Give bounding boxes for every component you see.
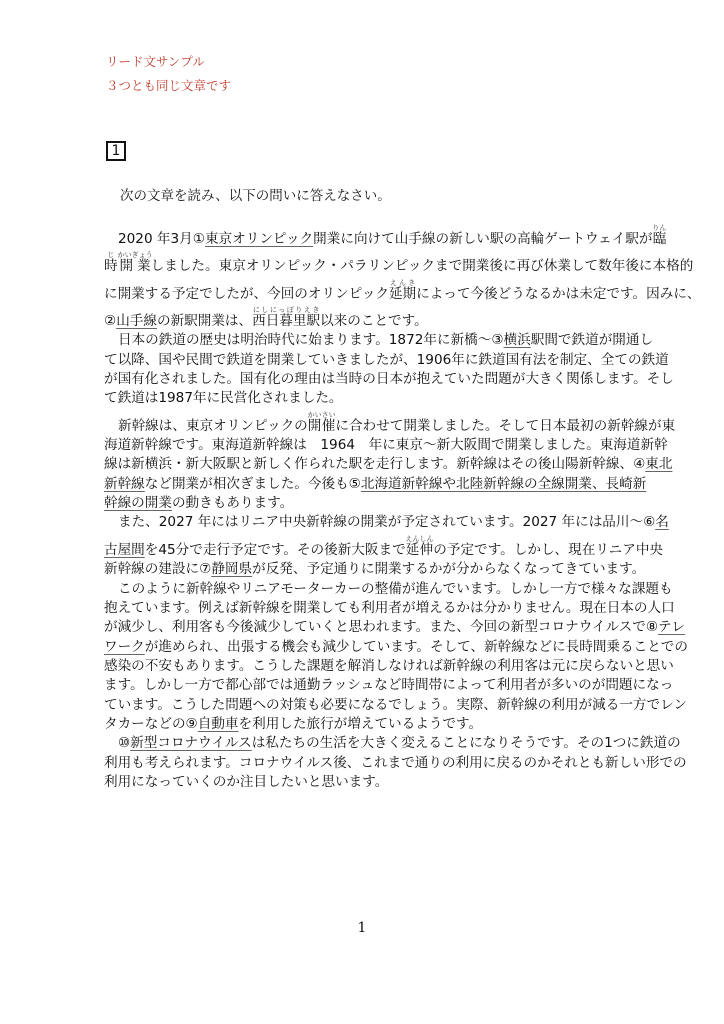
passage-line <box>104 657 674 676</box>
text-segment: 2020 年3月① <box>118 231 205 247</box>
underlined-term: テレ <box>658 619 685 636</box>
text-segment: に合わせて開業しました。そして日本最初の新幹線が東 <box>335 417 676 434</box>
passage-line <box>104 696 687 715</box>
passage-line <box>104 331 654 350</box>
passage-line <box>104 494 623 513</box>
text-segment: ています。こうした問題への対策も必要になるでしょう。実際、新幹線の利用が減る一方でレン <box>104 696 687 713</box>
underlined-term: 北海道新幹線や北陸新幹線の全線開業、長崎新 <box>360 475 647 492</box>
lead-note-title: リード文サンプル <box>106 54 205 69</box>
ruby-word <box>652 224 667 247</box>
underlined-term: 新幹線 <box>104 475 145 492</box>
text-segment: このように新幹線やリニアモーターカーの整備が進んでいます。しかし一方で様々な課題も <box>118 580 673 597</box>
ruby-base: 延期 <box>388 285 417 302</box>
ruby-base: 時 <box>104 258 118 275</box>
underlined-term: 山手線 <box>116 313 157 330</box>
ruby-reading: じ <box>104 251 118 260</box>
instruction-text: 次の文章を読み、以下の問いに答えなさい。 <box>120 188 391 204</box>
passage-line <box>104 773 623 792</box>
ruby-reading: えんき <box>388 278 417 287</box>
underlined-term: 横浜 <box>503 332 531 349</box>
text-segment: 利用になっていくのか注目したいと思います。 <box>104 773 389 790</box>
passage-line <box>104 533 664 560</box>
ruby-reading: えんしん <box>405 534 434 543</box>
text-segment: しました。東京オリンピック・パラリンピックまで開業後に再び休業して数年後に本格的 <box>150 258 694 275</box>
passage-line <box>104 580 673 599</box>
passage-line <box>104 638 688 657</box>
text-segment: によって今後どうなるかは未定です。因みに、 <box>416 285 701 302</box>
passage-line <box>104 715 623 734</box>
text-segment: 以来のことです。 <box>320 313 428 330</box>
text-segment: 海道新幹線です。東海道新幹線は 1964 年に東京～新大阪間で開業しました。東海道新幹 <box>104 437 668 454</box>
underlined-term: 東北 <box>645 456 673 473</box>
passage-line <box>104 409 676 436</box>
passage-line <box>104 249 694 276</box>
underlined-term: 幹線の開業 <box>104 495 172 512</box>
passage-line <box>104 754 687 773</box>
text-segment: に開業する予定でしたが、今回のオリンピック <box>104 285 389 302</box>
lead-note-subtitle: ３つとも同じ文章です <box>106 78 232 93</box>
text-segment: 日本の鉄道の歴史は明治時代に始まります。1872年に新橋～③ <box>118 332 504 349</box>
ruby-reading: かいさい <box>307 410 336 419</box>
passage-line <box>104 513 669 532</box>
text-segment: が国有化されました。国有化の理由は当時の日本が抱えていた問題が大きく関係します。そし <box>104 371 674 388</box>
passage-line <box>104 389 623 408</box>
text-segment: 新幹線は、東京オリンピックの <box>118 417 308 434</box>
passage-line <box>104 676 674 695</box>
text-segment: て以降、国や民間で鉄道を開業していきましたが、1906年に鉄道国有法を制定、全ての鉄道 <box>104 351 669 368</box>
passage-line <box>104 222 667 249</box>
underlined-term: 静岡県 <box>211 561 253 578</box>
text-segment: タカーなどの⑨ <box>104 715 198 732</box>
text-segment: が反発、予定通りに開業するかが分からなくなってきています。 <box>252 561 646 578</box>
text-segment: の動きもあります。 <box>171 495 294 512</box>
ruby-reading: りん <box>652 224 667 232</box>
text-segment: ⑩ <box>118 735 131 752</box>
text-segment: また、2027 年にはリニア中央新幹線の開業が予定されています。2027 年には品川～⑥ <box>118 514 656 531</box>
underlined-term: ワーク <box>104 638 145 655</box>
ruby-reading: かいぎょう <box>117 251 153 260</box>
ruby-base: 開催 <box>307 417 336 434</box>
passage-line <box>104 599 675 618</box>
text-segment: が減少し、利用客も今後減少していくと思われます。また、今回の新型コロナウイルスで⑧ <box>104 619 659 636</box>
underlined-term: 自動車 <box>197 715 239 732</box>
passage-line <box>104 734 681 753</box>
ruby-base: 臨 <box>652 231 667 247</box>
ruby-base: 開業 <box>117 258 153 275</box>
underlined-term: 東京オリンピック <box>204 231 314 247</box>
underlined-term: 名 <box>655 514 669 531</box>
passage-line <box>104 351 669 370</box>
text-segment: の新駅開業は、 <box>156 313 253 330</box>
text-segment: 抱えています。例えば新幹線を開業しても利用者が増えるかは分かりません。現在日本の人口 <box>104 599 675 616</box>
passage-line <box>104 304 623 331</box>
ruby-reading: にしにっぽりえき <box>252 306 321 315</box>
text-segment: ② <box>104 313 117 330</box>
text-segment: 利用も考えられます。コロナウイルス後、これまで通りの利用に戻るのかそれとも新しい形での <box>104 754 687 771</box>
text-segment: ます。しかし一方で都心部では通勤ラッシュなど時間帯によって利用者が多いのが問題になっ <box>104 677 674 694</box>
ruby-base: 西日暮里駅 <box>252 313 321 330</box>
text-segment: 駅間で鉄道が開通し <box>530 332 654 349</box>
ruby-word <box>405 534 434 558</box>
ruby-word <box>252 306 321 330</box>
text-segment: など開業が相次ぎました。今後も⑤ <box>144 475 361 492</box>
passage-line <box>104 455 673 474</box>
underlined-term: 新型コロナウイルス <box>130 735 252 752</box>
question-number-box: 1 <box>106 141 126 161</box>
passage-line <box>104 277 701 304</box>
underlined-term: 古屋間 <box>104 541 145 558</box>
passage-line <box>104 560 646 579</box>
passage-line <box>104 618 685 637</box>
text-segment: 線は新横浜・新大阪駅と新しく作られた駅を走行します。新幹線はその後山陽新幹線、④ <box>104 456 646 473</box>
ruby-word <box>388 278 417 302</box>
ruby-base: 延伸 <box>405 541 434 558</box>
passage-line <box>104 475 647 494</box>
text-segment: の予定です。しかし、現在リニア中央 <box>433 541 664 558</box>
ruby-word <box>117 251 153 275</box>
text-segment: は私たちの生活を大きく変えることになりそうです。その1つに鉄道の <box>251 735 681 752</box>
text-segment: 開業に向けて山手線の新しい駅の高輪ゲートウェイ駅が <box>313 231 653 247</box>
text-segment: 新幹線の建設に⑦ <box>104 561 212 578</box>
text-segment: を45分で走行予定です。その後新大阪まで <box>144 541 406 558</box>
text-segment: を利用した旅行が増えているようです。 <box>238 715 483 732</box>
page-number: 1 <box>357 920 367 936</box>
passage-line <box>104 436 668 455</box>
passage-line <box>104 370 674 389</box>
ruby-word <box>307 410 336 434</box>
ruby-word <box>104 251 118 275</box>
text-segment: が進められ、出張する機会も減少しています。そして、新幹線などに長時間乗ることでの <box>144 638 688 655</box>
text-segment: 感染の不安もあります。こうした課題を解消しなければ新幹線の利用客は元に戻らないと思い <box>104 657 674 674</box>
passage-body <box>104 222 701 792</box>
text-segment: て鉄道は1987年に民営化されました。 <box>104 390 343 407</box>
